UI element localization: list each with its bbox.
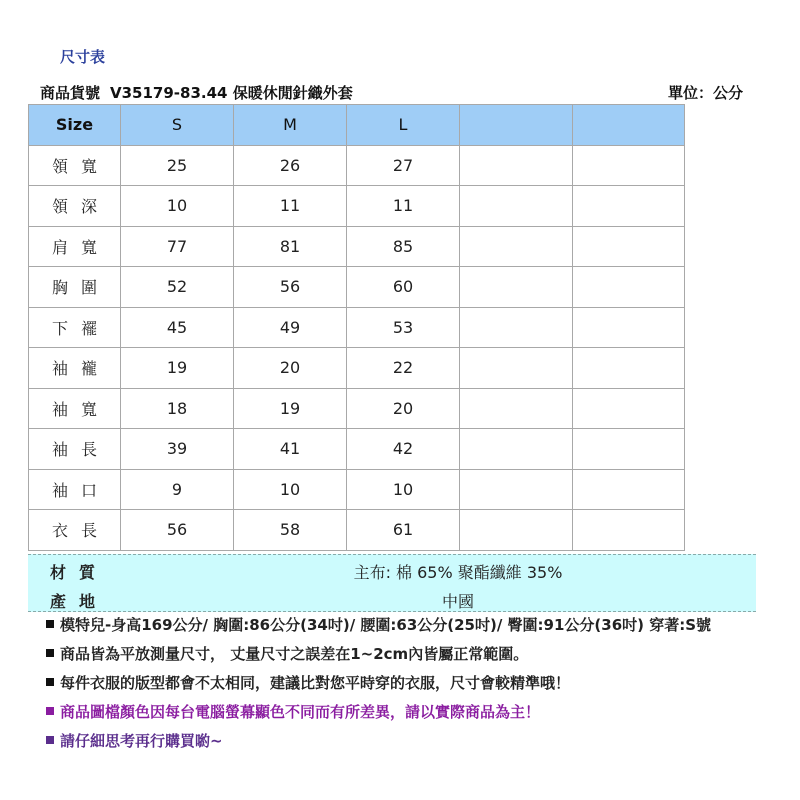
table-row	[29, 307, 685, 348]
material-label: 材質	[50, 563, 109, 582]
table-cell: 19	[121, 348, 234, 389]
table-header-row	[29, 105, 685, 146]
table-cell: 61	[347, 510, 460, 551]
product-code-label: 商品貨號	[40, 84, 101, 102]
table-cell	[460, 145, 573, 186]
table-cell	[573, 348, 685, 389]
table-cell: 20	[347, 388, 460, 429]
table-cell: 81	[234, 226, 347, 267]
table-cell: 19	[234, 388, 347, 429]
table-cell: 20	[234, 348, 347, 389]
note-text: 商品圖檔顏色因每台電腦螢幕顯色不同而有所差異，請以實際商品為主！	[60, 703, 541, 721]
header-cell-empty	[460, 105, 573, 146]
table-cell: 42	[347, 429, 460, 470]
bullet-icon	[46, 649, 54, 657]
origin-row	[28, 584, 756, 611]
table-cell	[573, 307, 685, 348]
table-cell	[460, 510, 573, 551]
table-cell	[573, 226, 685, 267]
header-cell-m: M	[234, 105, 347, 146]
table-row	[29, 186, 685, 227]
note-measurement	[46, 643, 786, 672]
origin-value: 中國	[441, 592, 474, 611]
table-cell: 45	[121, 307, 234, 348]
table-cell: 27	[347, 145, 460, 186]
product-info	[40, 82, 353, 103]
table-cell: 56	[121, 510, 234, 551]
table-cell	[573, 469, 685, 510]
bullet-icon	[46, 620, 54, 628]
table-cell: 56	[234, 267, 347, 308]
table-row	[29, 388, 685, 429]
size-table	[28, 104, 685, 551]
table-cell	[460, 348, 573, 389]
table-cell: 22	[347, 348, 460, 389]
table-cell: 39	[121, 429, 234, 470]
row-label: 肩寬	[29, 226, 121, 267]
table-row	[29, 145, 685, 186]
table-cell: 77	[121, 226, 234, 267]
row-label: 領寬	[29, 145, 121, 186]
note-color	[46, 701, 786, 730]
table-cell: 53	[347, 307, 460, 348]
row-label: 袖長	[29, 429, 121, 470]
row-label: 下襬	[29, 307, 121, 348]
table-row	[29, 226, 685, 267]
table-cell: 25	[121, 145, 234, 186]
table-cell	[460, 388, 573, 429]
table-cell: 10	[234, 469, 347, 510]
header-cell-size: Size	[29, 105, 121, 146]
table-cell	[460, 226, 573, 267]
table-cell: 10	[121, 186, 234, 227]
note-text: 請仔細思考再行購買喲~	[60, 732, 223, 750]
table-cell: 11	[347, 186, 460, 227]
row-label: 袖口	[29, 469, 121, 510]
note-model	[46, 614, 786, 643]
note-text: 模特兒-身高169公分/ 胸圍:86公分(34吋)/ 腰圍:63公分(25吋)/ 臀圍:91公分(36吋) 穿著:S號	[60, 616, 712, 634]
table-cell: 58	[234, 510, 347, 551]
table-cell	[460, 469, 573, 510]
table-cell: 26	[234, 145, 347, 186]
row-label: 袖襱	[29, 348, 121, 389]
table-cell	[573, 267, 685, 308]
table-cell	[573, 429, 685, 470]
table-cell: 10	[347, 469, 460, 510]
table-cell	[460, 186, 573, 227]
header-cell-l: L	[347, 105, 460, 146]
table-cell: 9	[121, 469, 234, 510]
row-label: 領深	[29, 186, 121, 227]
material-section	[28, 554, 756, 612]
notes-list	[46, 614, 786, 759]
note-think	[46, 730, 786, 759]
product-code: V35179-83.44 保暖休閒針織外套	[110, 84, 353, 102]
table-cell: 60	[347, 267, 460, 308]
row-label: 衣長	[29, 510, 121, 551]
note-text: 商品皆為平放測量尺寸， 丈量尺寸之誤差在1~2cm內皆屬正常範圍。	[60, 645, 529, 663]
table-row	[29, 429, 685, 470]
table-cell	[460, 429, 573, 470]
bullet-icon	[46, 678, 54, 686]
table-cell	[460, 267, 573, 308]
material-value: 主布: 棉 65% 聚酯纖維 35%	[353, 563, 563, 582]
material-row	[28, 555, 756, 582]
table-cell: 49	[234, 307, 347, 348]
bullet-icon	[46, 736, 54, 744]
row-label: 袖寬	[29, 388, 121, 429]
header-cell-s: S	[121, 105, 234, 146]
table-row	[29, 469, 685, 510]
bullet-icon	[46, 707, 54, 715]
table-cell	[573, 388, 685, 429]
table-cell: 52	[121, 267, 234, 308]
table-cell	[573, 145, 685, 186]
header-cell-empty	[573, 105, 685, 146]
table-cell	[460, 307, 573, 348]
origin-label: 產地	[50, 592, 109, 611]
unit-label: 單位：公分	[668, 84, 744, 102]
table-cell	[573, 510, 685, 551]
table-cell: 85	[347, 226, 460, 267]
table-row	[29, 267, 685, 308]
table-cell: 18	[121, 388, 234, 429]
row-label: 胸圍	[29, 267, 121, 308]
note-fit	[46, 672, 786, 701]
note-text: 每件衣服的版型都會不太相同，建議比對您平時穿的衣服，尺寸會較精準哦！	[60, 674, 571, 692]
table-cell	[573, 186, 685, 227]
table-row	[29, 348, 685, 389]
table-row	[29, 510, 685, 551]
table-cell: 41	[234, 429, 347, 470]
table-cell: 11	[234, 186, 347, 227]
page-title: 尺寸表	[60, 48, 106, 66]
